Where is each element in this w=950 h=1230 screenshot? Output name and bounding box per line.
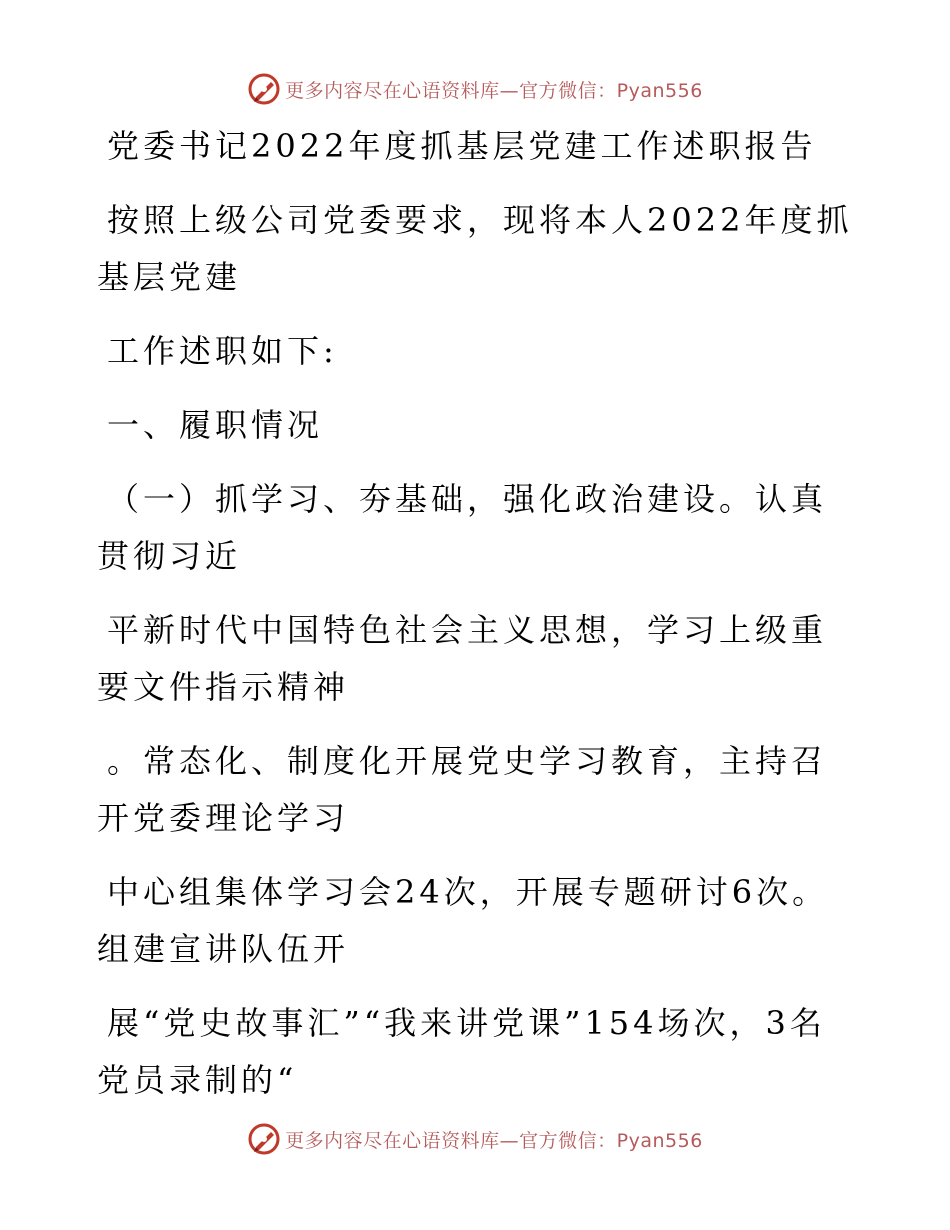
paragraph-7: 中心组集体学习会24次，开展专题研讨6次。组建宣讲队伍开 — [97, 873, 829, 968]
paragraph-4: （一）抓学习、夯基础，强化政治建设。认真贯彻习近 — [97, 480, 828, 575]
paragraph-5: 平新时代中国特色社会主义思想，学习上级重要文件指示精神 — [97, 611, 828, 706]
pen-logo-icon — [247, 1122, 281, 1156]
watermark-text: 更多内容尽在心语资料库—官方微信：Pyan556 — [285, 1129, 703, 1152]
paragraph-8: 展“党史故事汇”“我来讲党课”154场次，3名党员录制的“ — [97, 1004, 826, 1099]
paragraph-6: 。常态化、制度化开展党史学习教育，主持召开党委理论学习 — [97, 742, 828, 837]
paragraph-2: 工作述职如下: — [107, 332, 338, 370]
document-body — [97, 118, 857, 1109]
watermark-contact: Pyan556 — [616, 79, 703, 102]
header-watermark — [0, 72, 950, 106]
footer-watermark — [0, 1122, 950, 1156]
paragraph-1: 按照上级公司党委要求，现将本人2022年度抓基层党建 — [97, 201, 853, 296]
pen-logo-icon — [247, 72, 281, 106]
paragraph-3: 一、履职情况 — [107, 406, 324, 444]
watermark-contact: Pyan556 — [616, 1129, 703, 1152]
watermark-text: 更多内容尽在心语资料库—官方微信：Pyan556 — [285, 79, 703, 102]
document-title: 党委书记2022年度抓基层党建工作述职报告 — [107, 127, 817, 165]
